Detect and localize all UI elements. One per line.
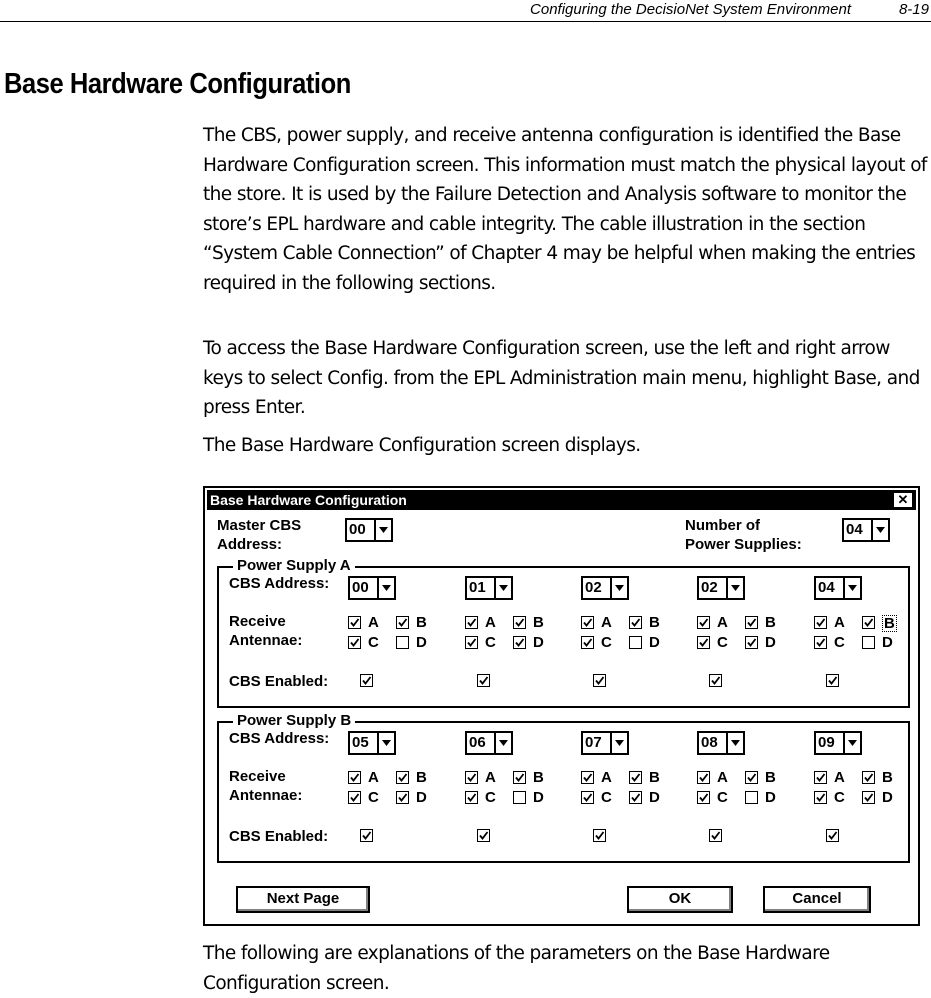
cbs-enabled-label: CBS Enabled: bbox=[229, 673, 329, 690]
antenna-d-checkbox[interactable] bbox=[862, 791, 875, 804]
ok-button[interactable]: OK bbox=[627, 886, 733, 913]
checkmark-icon bbox=[698, 792, 709, 803]
master-cbs-label: Master CBS Address: bbox=[217, 517, 302, 553]
cbs-address-label: CBS Address: bbox=[229, 730, 330, 747]
antenna-b-label: B bbox=[649, 769, 660, 786]
antenna-c-checkbox[interactable] bbox=[581, 791, 594, 804]
checkmark-icon bbox=[361, 830, 372, 841]
running-header-title: Configuring the DecisioNet System Environment bbox=[530, 1, 851, 18]
antenna-c-label: C bbox=[717, 634, 728, 651]
antenna-c-label: C bbox=[834, 789, 845, 806]
cbs-address-value: 05 bbox=[352, 734, 369, 751]
checkmark-icon bbox=[582, 617, 593, 628]
checkmark-icon bbox=[349, 772, 360, 783]
antenna-d-checkbox[interactable] bbox=[396, 636, 409, 649]
checkmark-icon bbox=[466, 617, 477, 628]
antenna-a-label: A bbox=[601, 769, 612, 786]
screen-displays-paragraph: The Base Hardware Configuration screen displays. bbox=[203, 435, 641, 456]
antenna-c-label: C bbox=[601, 789, 612, 806]
checkmark-icon bbox=[397, 617, 408, 628]
checkmark-icon bbox=[630, 792, 641, 803]
dropdown-arrow-icon bbox=[374, 520, 391, 540]
antenna-a-checkbox[interactable] bbox=[814, 616, 827, 629]
cbs-address-value: 07 bbox=[585, 734, 602, 751]
antenna-d-label: D bbox=[533, 789, 544, 806]
cbs-address-label: CBS Address: bbox=[229, 575, 330, 592]
checkmark-icon bbox=[746, 637, 757, 648]
cbs-address-select[interactable] bbox=[697, 576, 745, 600]
checkmark-icon bbox=[582, 792, 593, 803]
antenna-b-label: B bbox=[533, 614, 544, 631]
antenna-b-checkbox[interactable] bbox=[629, 771, 642, 784]
dropdown-arrow-icon bbox=[843, 578, 860, 598]
checkmark-icon bbox=[514, 617, 525, 628]
antenna-b-label: B bbox=[882, 769, 893, 786]
receive-antennae-label: Receive Antennae: bbox=[229, 768, 303, 804]
antenna-b-label: B bbox=[765, 614, 776, 631]
checkmark-icon bbox=[466, 792, 477, 803]
antenna-b-label: B bbox=[884, 615, 895, 632]
checkmark-icon bbox=[514, 637, 525, 648]
checkmark-icon bbox=[478, 675, 489, 686]
cbs-address-select[interactable] bbox=[814, 576, 862, 600]
cancel-button[interactable]: Cancel bbox=[763, 886, 871, 913]
section-title: Base Hardware Configuration bbox=[4, 68, 351, 100]
power-supply-group bbox=[217, 712, 910, 863]
checkmark-icon bbox=[582, 637, 593, 648]
checkmark-icon bbox=[466, 772, 477, 783]
checkmark-icon bbox=[863, 772, 874, 783]
antenna-d-label: D bbox=[649, 789, 660, 806]
antenna-b-checkbox[interactable] bbox=[513, 616, 526, 629]
antenna-b-checkbox[interactable] bbox=[745, 616, 758, 629]
dropdown-arrow-icon bbox=[377, 733, 394, 753]
base-hardware-config-dialog bbox=[203, 486, 920, 926]
dropdown-arrow-icon bbox=[610, 578, 627, 598]
running-header bbox=[0, 0, 931, 22]
antenna-a-checkbox[interactable] bbox=[697, 616, 710, 629]
antenna-c-label: C bbox=[485, 634, 496, 651]
antenna-d-checkbox[interactable] bbox=[745, 636, 758, 649]
antenna-d-checkbox[interactable] bbox=[513, 791, 526, 804]
cbs-address-value: 00 bbox=[352, 579, 369, 596]
master-cbs-select[interactable] bbox=[345, 518, 393, 542]
cbs-enabled-checkbox[interactable] bbox=[477, 829, 490, 842]
antenna-d-checkbox[interactable] bbox=[629, 636, 642, 649]
checkmark-icon bbox=[746, 772, 757, 783]
antenna-d-checkbox[interactable] bbox=[396, 791, 409, 804]
antenna-d-label: D bbox=[882, 789, 893, 806]
power-supply-group bbox=[217, 557, 910, 708]
num-power-supplies-label: Number of Power Supplies: bbox=[685, 517, 802, 553]
checkmark-icon bbox=[827, 675, 838, 686]
cbs-address-select[interactable] bbox=[465, 576, 513, 600]
antenna-a-label: A bbox=[368, 614, 379, 631]
cbs-enabled-checkbox[interactable] bbox=[360, 674, 373, 687]
checkmark-icon bbox=[815, 637, 826, 648]
antenna-b-checkbox[interactable] bbox=[513, 771, 526, 784]
antenna-c-label: C bbox=[717, 789, 728, 806]
antenna-a-checkbox[interactable] bbox=[581, 771, 594, 784]
antenna-c-label: C bbox=[601, 634, 612, 651]
antenna-d-label: D bbox=[416, 634, 427, 651]
dropdown-arrow-icon bbox=[610, 733, 627, 753]
cbs-address-select[interactable] bbox=[581, 731, 629, 755]
cbs-address-select[interactable] bbox=[697, 731, 745, 755]
antenna-d-label: D bbox=[416, 789, 427, 806]
antenna-a-checkbox[interactable] bbox=[465, 771, 478, 784]
antenna-a-label: A bbox=[717, 769, 728, 786]
checkmark-icon bbox=[863, 617, 874, 628]
checkmark-icon bbox=[478, 830, 489, 841]
cbs-enabled-checkbox[interactable] bbox=[593, 829, 606, 842]
antenna-b-label: B bbox=[649, 614, 660, 631]
antenna-c-checkbox[interactable] bbox=[697, 636, 710, 649]
antenna-d-checkbox[interactable] bbox=[513, 636, 526, 649]
power-supply-group-label: Power Supply A bbox=[233, 556, 355, 576]
antenna-b-checkbox[interactable] bbox=[862, 616, 875, 629]
dropdown-arrow-icon bbox=[871, 520, 888, 540]
page-number: 8-19 bbox=[898, 1, 929, 18]
cbs-enabled-checkbox[interactable] bbox=[477, 674, 490, 687]
antenna-d-label: D bbox=[533, 634, 544, 651]
checkmark-icon bbox=[594, 830, 605, 841]
next-page-button[interactable]: Next Page bbox=[236, 886, 370, 913]
cbs-address-select[interactable] bbox=[814, 731, 862, 755]
antenna-c-checkbox[interactable] bbox=[581, 636, 594, 649]
checkmark-icon bbox=[815, 772, 826, 783]
checkmark-icon bbox=[594, 675, 605, 686]
checkmark-icon bbox=[827, 830, 838, 841]
cbs-enabled-checkbox[interactable] bbox=[360, 829, 373, 842]
antenna-a-checkbox[interactable] bbox=[348, 616, 361, 629]
antenna-c-label: C bbox=[368, 634, 379, 651]
antenna-b-checkbox[interactable] bbox=[745, 771, 758, 784]
antenna-a-checkbox[interactable] bbox=[348, 771, 361, 784]
cbs-address-select[interactable] bbox=[581, 576, 629, 600]
antenna-d-label: D bbox=[765, 789, 776, 806]
checkmark-icon bbox=[361, 675, 372, 686]
antenna-c-checkbox[interactable] bbox=[814, 791, 827, 804]
antenna-b-label: B bbox=[533, 769, 544, 786]
cbs-address-select[interactable] bbox=[348, 576, 396, 600]
antenna-a-checkbox[interactable] bbox=[465, 616, 478, 629]
cbs-enabled-checkbox[interactable] bbox=[826, 829, 839, 842]
intro-paragraph: The CBS, power supply, and receive antenna configuration is identified the Base Hardware Configuration screen. This information must match the physical layout of the store. It is used by the Failure Detection and Analysis software to monitor the store’s EPL hardware and cable integrity. The cable illustration in the section “System Cable Connection” of Chapter 4 may be helpful when making the entries required in the following sections. bbox=[203, 125, 927, 294]
cbs-address-value: 04 bbox=[818, 579, 835, 596]
antenna-b-label: B bbox=[416, 769, 427, 786]
cbs-enabled-checkbox[interactable] bbox=[709, 829, 722, 842]
master-cbs-value: 00 bbox=[349, 521, 366, 538]
dropdown-arrow-icon bbox=[726, 578, 743, 598]
dropdown-arrow-icon bbox=[726, 733, 743, 753]
receive-antennae-label: Receive Antennae: bbox=[229, 613, 303, 649]
antenna-d-label: D bbox=[649, 634, 660, 651]
antenna-a-label: A bbox=[834, 614, 845, 631]
num-power-supplies-value: 04 bbox=[846, 521, 863, 538]
checkmark-icon bbox=[698, 637, 709, 648]
dropdown-arrow-icon bbox=[494, 733, 511, 753]
checkmark-icon bbox=[710, 675, 721, 686]
explanations-paragraph: The following are explanations of the parameters on the Base Hardware Configuration screen. bbox=[203, 943, 830, 994]
antenna-c-checkbox[interactable] bbox=[465, 791, 478, 804]
checkmark-icon bbox=[349, 617, 360, 628]
checkmark-icon bbox=[710, 830, 721, 841]
antenna-d-label: D bbox=[882, 634, 893, 651]
checkmark-icon bbox=[815, 792, 826, 803]
antenna-b-checkbox[interactable] bbox=[396, 616, 409, 629]
antenna-d-checkbox[interactable] bbox=[629, 791, 642, 804]
close-button[interactable] bbox=[893, 492, 913, 508]
antenna-c-label: C bbox=[368, 789, 379, 806]
cbs-address-value: 08 bbox=[701, 734, 718, 751]
cbs-enabled-checkbox[interactable] bbox=[593, 674, 606, 687]
checkmark-icon bbox=[466, 637, 477, 648]
antenna-c-label: C bbox=[485, 789, 496, 806]
cbs-enabled-checkbox[interactable] bbox=[709, 674, 722, 687]
antenna-a-label: A bbox=[601, 614, 612, 631]
cbs-address-value: 09 bbox=[818, 734, 835, 751]
antenna-b-label: B bbox=[765, 769, 776, 786]
antenna-c-checkbox[interactable] bbox=[697, 791, 710, 804]
checkmark-icon bbox=[397, 792, 408, 803]
cbs-address-select[interactable] bbox=[348, 731, 396, 755]
cbs-enabled-checkbox[interactable] bbox=[826, 674, 839, 687]
checkmark-icon bbox=[582, 772, 593, 783]
cbs-address-value: 01 bbox=[469, 579, 486, 596]
antenna-d-checkbox[interactable] bbox=[745, 791, 758, 804]
checkmark-icon bbox=[514, 772, 525, 783]
checkmark-icon bbox=[815, 617, 826, 628]
antenna-a-label: A bbox=[485, 614, 496, 631]
checkmark-icon bbox=[349, 637, 360, 648]
antenna-d-label: D bbox=[765, 634, 776, 651]
antenna-c-checkbox[interactable] bbox=[348, 636, 361, 649]
antenna-b-checkbox[interactable] bbox=[862, 771, 875, 784]
close-icon: ✕ bbox=[897, 492, 909, 507]
antenna-b-label: B bbox=[416, 614, 427, 631]
cbs-address-value: 06 bbox=[469, 734, 486, 751]
cbs-address-value: 02 bbox=[701, 579, 718, 596]
cbs-enabled-label: CBS Enabled: bbox=[229, 828, 329, 845]
dialog-title: Base Hardware Configuration bbox=[210, 492, 407, 508]
checkmark-icon bbox=[397, 772, 408, 783]
dropdown-arrow-icon bbox=[377, 578, 394, 598]
checkmark-icon bbox=[630, 772, 641, 783]
antenna-a-label: A bbox=[485, 769, 496, 786]
cbs-address-select[interactable] bbox=[465, 731, 513, 755]
checkmark-icon bbox=[349, 792, 360, 803]
checkmark-icon bbox=[863, 792, 874, 803]
dropdown-arrow-icon bbox=[843, 733, 860, 753]
antenna-b-checkbox[interactable] bbox=[629, 616, 642, 629]
antenna-c-label: C bbox=[834, 634, 845, 651]
antenna-a-label: A bbox=[368, 769, 379, 786]
antenna-a-checkbox[interactable] bbox=[581, 616, 594, 629]
antenna-c-checkbox[interactable] bbox=[348, 791, 361, 804]
checkmark-icon bbox=[698, 617, 709, 628]
antenna-c-checkbox[interactable] bbox=[814, 636, 827, 649]
antenna-b-checkbox[interactable] bbox=[396, 771, 409, 784]
antenna-c-checkbox[interactable] bbox=[465, 636, 478, 649]
power-supply-group-label: Power Supply B bbox=[233, 711, 355, 731]
checkmark-icon bbox=[746, 617, 757, 628]
antenna-d-checkbox[interactable] bbox=[862, 636, 875, 649]
dropdown-arrow-icon bbox=[494, 578, 511, 598]
antenna-a-label: A bbox=[717, 614, 728, 631]
antenna-a-checkbox[interactable] bbox=[697, 771, 710, 784]
num-power-supplies-select[interactable] bbox=[842, 518, 890, 542]
checkmark-icon bbox=[630, 617, 641, 628]
cbs-address-value: 02 bbox=[585, 579, 602, 596]
checkmark-icon bbox=[698, 772, 709, 783]
antenna-a-checkbox[interactable] bbox=[814, 771, 827, 784]
dialog-titlebar bbox=[207, 490, 916, 510]
antenna-a-label: A bbox=[834, 769, 845, 786]
access-instructions-paragraph: To access the Base Hardware Configuration screen, use the left and right arrow keys to select Config. from the EPL Administration main menu, highlight Base, and press Enter. bbox=[203, 338, 920, 418]
